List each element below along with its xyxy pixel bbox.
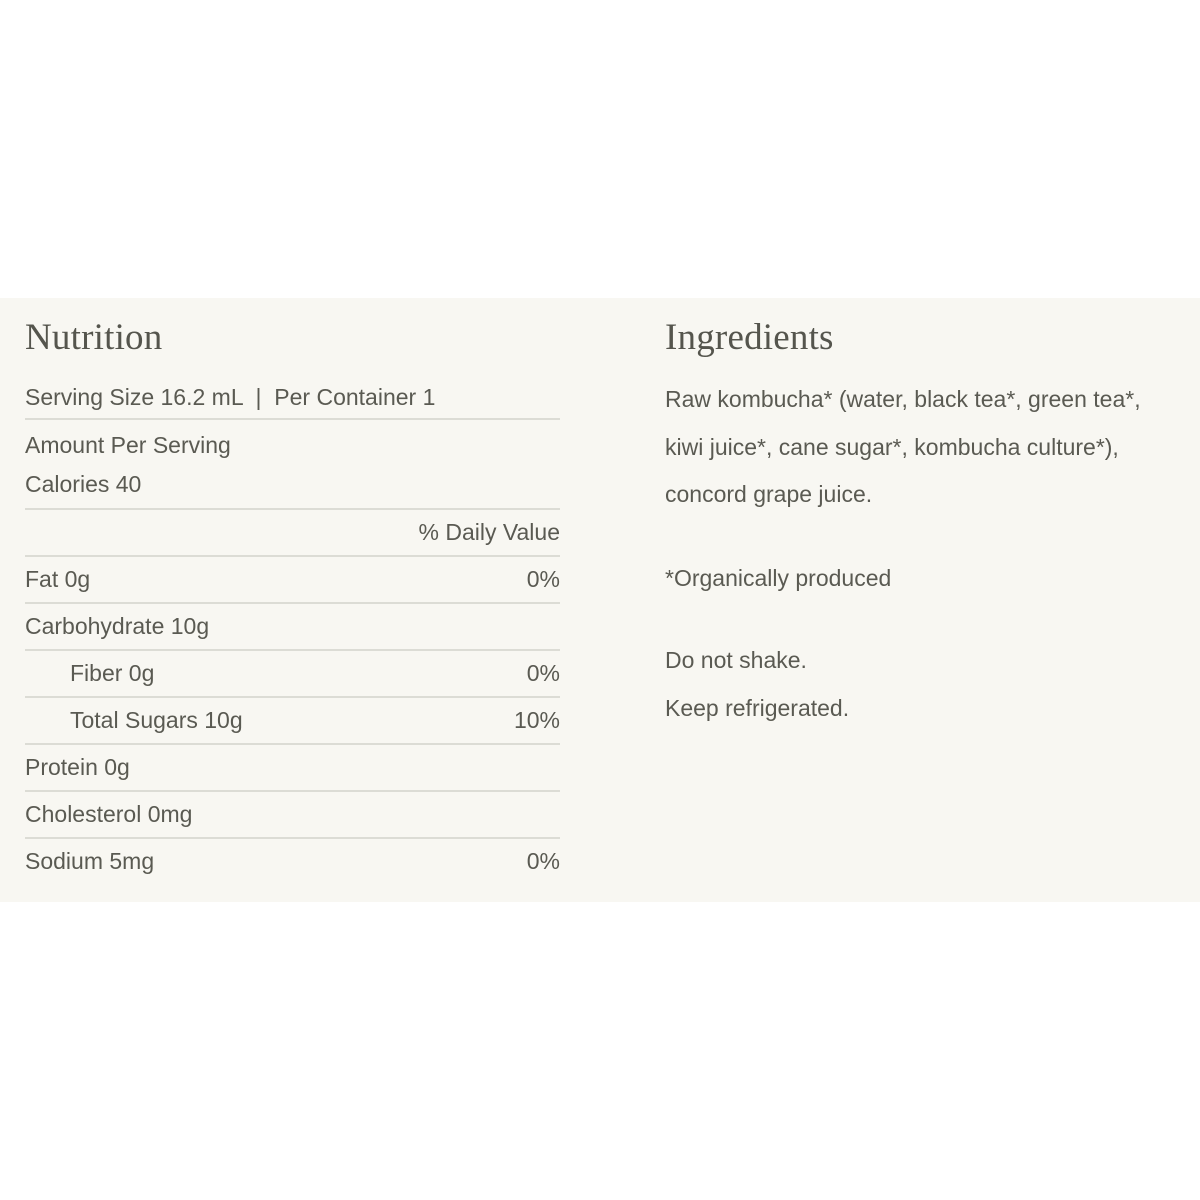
nutrient-label: Sodium 5mg — [25, 848, 155, 874]
nutrient-label: Cholesterol 0mg — [25, 801, 193, 827]
nutrition-section — [25, 318, 560, 884]
ingredients-line: kiwi juice*, cane sugar*, kombucha culture*), — [665, 433, 1119, 460]
nutrient-dv: 0% — [526, 848, 560, 874]
nutrient-dv: 0% — [526, 660, 560, 686]
storage-instructions — [665, 636, 1200, 732]
product-info-panel — [0, 298, 1200, 902]
nutrient-row-fiber — [25, 649, 560, 696]
amount-per-serving-row — [25, 418, 560, 464]
daily-value-header-row — [25, 508, 560, 555]
nutrition-title: Nutrition — [25, 317, 163, 358]
calories-row — [25, 464, 560, 508]
daily-value-header: % Daily Value — [418, 519, 560, 545]
nutrient-label: Fiber 0g — [70, 660, 155, 686]
nutrient-row-sodium — [25, 837, 560, 884]
serving-info — [25, 376, 560, 418]
instruction-line: Keep refrigerated. — [665, 695, 850, 721]
ingredients-title: Ingredients — [665, 317, 834, 358]
ingredients-line: Raw kombucha* (water, black tea*, green tea*, — [665, 386, 1141, 412]
serving-text: Serving Size 16.2 mL | Per Container 1 — [25, 384, 436, 410]
nutrient-label: Carbohydrate 10g — [25, 613, 210, 639]
nutrient-dv: 0% — [526, 566, 560, 592]
nutrient-row-cholesterol — [25, 790, 560, 837]
ingredients-list — [665, 376, 1200, 519]
amount-per-serving-label: Amount Per Serving — [25, 432, 231, 458]
instruction-line: Do not shake. — [665, 647, 807, 673]
nutrient-dv: 10% — [513, 707, 560, 733]
organic-note: *Organically produced — [665, 564, 892, 591]
nutrient-row-fat — [25, 555, 560, 602]
nutrient-row-carbohydrate — [25, 602, 560, 649]
nutrient-row-protein — [25, 743, 560, 790]
nutrient-label: Protein 0g — [25, 754, 130, 780]
nutrient-label: Fat 0g — [25, 566, 91, 592]
ingredients-section — [665, 318, 1200, 732]
nutrient-label: Total Sugars 10g — [70, 707, 243, 733]
calories-label: Calories 40 — [25, 471, 142, 497]
ingredients-line: concord grape juice. — [665, 481, 873, 507]
nutrient-row-total-sugars — [25, 696, 560, 743]
